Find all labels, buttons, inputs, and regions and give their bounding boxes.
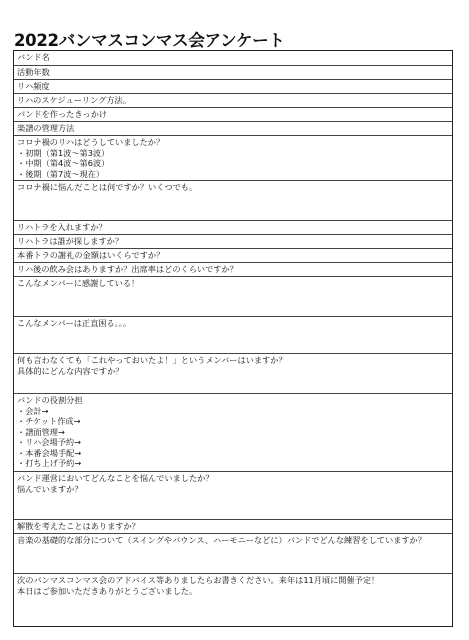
question-substitute-finder[interactable]: [14, 234, 452, 248]
question-role-division[interactable]: [14, 393, 452, 471]
question-proactive-members[interactable]: [14, 353, 452, 393]
question-years-active[interactable]: [14, 65, 452, 79]
question-sheet-music-management[interactable]: [14, 121, 452, 135]
question-label: コロナ禍に悩んだことは何ですか？いくつでも。: [17, 182, 198, 192]
question-band-name[interactable]: [14, 51, 452, 65]
question-label: 次のバンマスコンマス会のアドバイス等ありましたらお書きください。来年は11月頃に開催予定！ 本日はご参加いただきありがとうございました。: [17, 575, 380, 596]
question-label: バンドを作ったきっかけ: [17, 109, 108, 119]
question-label: 音楽の基礎的な部分について（スイングやバウンス、ハーモニーなどに）バンドでどんな練習をしていますか？: [17, 535, 426, 545]
question-label: バンド名: [17, 52, 50, 62]
question-rehearsal-frequency[interactable]: [14, 79, 452, 93]
question-label: バンド運営においてどんなことを悩んでいましたか？ 悩んでいますか？: [17, 473, 214, 494]
question-label: コロナ禍のリハはどうしていましたか？ ・初期（第1波〜第3波） ・中期（第4波〜第6波） ・後期（第7波〜現在）: [17, 137, 165, 179]
question-rehearsal-substitutes[interactable]: [14, 220, 452, 234]
question-label: バンドの役割分担 ・会計→ ・チケット作成→ ・譜面管理→ ・リハ会場予約→ ・本番会場手配→ ・打ち上げ予約→: [17, 395, 83, 468]
question-label: リハトラは誰が探しますか？: [17, 236, 124, 246]
question-label: 楽譜の管理方法: [17, 123, 75, 133]
question-covid-concerns[interactable]: [14, 180, 452, 220]
question-band-origin[interactable]: [14, 107, 452, 121]
question-troublesome-members[interactable]: [14, 316, 452, 353]
question-label: 本番トラの謝礼の金額はいくらですか？: [17, 250, 165, 260]
question-label: こんなメンバーに感謝している！: [17, 278, 140, 288]
question-after-party[interactable]: [14, 262, 452, 276]
question-grateful-members[interactable]: [14, 276, 452, 316]
question-label: リハ頻度: [17, 81, 50, 91]
question-rehearsal-scheduling[interactable]: [14, 93, 452, 107]
survey-title: 2022バンマスコンマス会アンケート: [14, 31, 285, 50]
question-label: 活動年数: [17, 67, 50, 77]
question-management-concerns[interactable]: [14, 471, 452, 519]
question-covid-rehearsals[interactable]: [14, 135, 452, 180]
question-label: 何も言わなくても「これやっておいたよ！」というメンバーはいますか？ 具体的にどんな内容ですか？: [17, 355, 287, 376]
question-label: こんなメンバーは正直困る。。。: [17, 318, 132, 328]
question-label: 解散を考えたことはありますか？: [17, 521, 140, 531]
question-disbanding[interactable]: [14, 519, 452, 533]
question-fundamentals-practice[interactable]: [14, 533, 452, 573]
question-substitute-fee[interactable]: [14, 248, 452, 262]
question-label: リハトラを入れますか？: [17, 222, 107, 232]
question-label: リハ後の飲み会はありますか？出席率はどのくらいですか？: [17, 264, 238, 274]
survey-form: [13, 50, 453, 627]
question-advice-and-thanks[interactable]: [14, 573, 452, 628]
question-label: リハのスケジューリング方法。: [17, 95, 131, 105]
